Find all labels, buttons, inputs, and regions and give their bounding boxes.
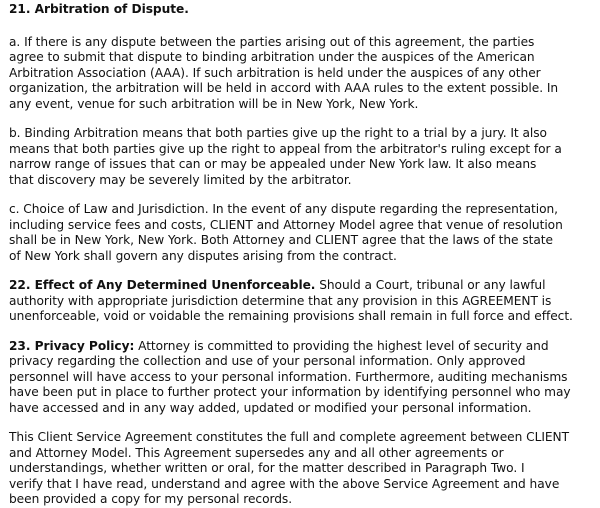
text-line: including service fees and costs, CLIENT and Attorney Model agree that venue of resolution bbox=[9, 217, 563, 232]
text-line: means that both parties give up the right to appeal from the arbitrator's ruling except for a bbox=[9, 141, 562, 156]
text-line bbox=[9, 339, 591, 355]
text-line: any event, venue for such arbitration will be in New York, New York. bbox=[9, 96, 419, 111]
text-line bbox=[9, 278, 591, 294]
closing-paragraph bbox=[9, 430, 591, 508]
text-line: of New York shall govern any disputes arising from the contract. bbox=[9, 248, 397, 263]
text-line: shall be in New York, New York. Both Attorney and CLIENT agree that the laws of the state bbox=[9, 233, 553, 247]
text-line: verify that I have read, understand and agree with the above Service Agreement and have bbox=[9, 476, 560, 491]
text-line: have been put in place to further protect your information by identifying personnel who may bbox=[9, 385, 571, 399]
text-line: that discovery may be severely limited by the arbitrator. bbox=[9, 172, 352, 187]
text-line: This Client Service Agreement constitutes the full and complete agreement between CLIENT bbox=[9, 430, 569, 444]
text-line: been provided a copy for my personal records. bbox=[9, 492, 293, 506]
section-23-heading: 23. Privacy Policy: bbox=[9, 338, 135, 353]
text-line: have accessed and in any way added, updated or modified your personal information. bbox=[9, 400, 532, 415]
text-line: understandings, whether written or oral, for the matter described in Paragraph Two. I bbox=[9, 461, 525, 475]
section-21-paragraph-b bbox=[9, 126, 591, 188]
text-line: organization, the arbitration will be held in accord with AAA rules to the extent possible. In bbox=[9, 81, 559, 95]
section-21-paragraph-c bbox=[9, 202, 591, 264]
text-line: a. If there is any dispute between the parties arising out of this agreement, the parties bbox=[9, 34, 535, 49]
section-22-lead-text: Should a Court, tribunal or any lawful bbox=[315, 278, 546, 292]
text-line: and Attorney Model. This Agreement supersedes any and all other agreements or bbox=[9, 445, 504, 460]
text-line: authority with appropriate jurisdiction determine that any provision in this AGREEMENT is bbox=[9, 293, 552, 308]
text-line: c. Choice of Law and Jurisdiction. In the event of any dispute regarding the representation, bbox=[9, 202, 558, 216]
text-line: Arbitration Association (AAA). If such arbitration is held under the auspices of any other bbox=[9, 65, 541, 80]
section-22-paragraph bbox=[9, 278, 591, 325]
section-23-paragraph bbox=[9, 339, 591, 417]
text-line: narrow range of issues that can or may be appealed under New York law. It also means bbox=[9, 157, 537, 171]
text-line: personnel will have access to your personal information. Furthermore, auditing mechanisms bbox=[9, 369, 568, 384]
text-line: agree to submit that dispute to binding arbitration under the auspices of the American bbox=[9, 50, 535, 64]
section-23-lead-text: Attorney is committed to providing the highest level of security and bbox=[134, 338, 549, 353]
section-21-paragraph-a bbox=[9, 35, 591, 113]
section-21-heading: 21. Arbitration of Dispute. bbox=[9, 2, 189, 16]
section-22-heading: 22. Effect of Any Determined Unenforceable. bbox=[9, 278, 316, 292]
text-line: b. Binding Arbitration means that both parties give up the right to a trial by a jury. It also bbox=[9, 126, 547, 140]
text-line: unenforceable, void or voidable the remaining provisions shall remain in full force and effect. bbox=[9, 309, 573, 323]
text-line: privacy regarding the collection and use of your personal information. Only approved bbox=[9, 354, 526, 368]
